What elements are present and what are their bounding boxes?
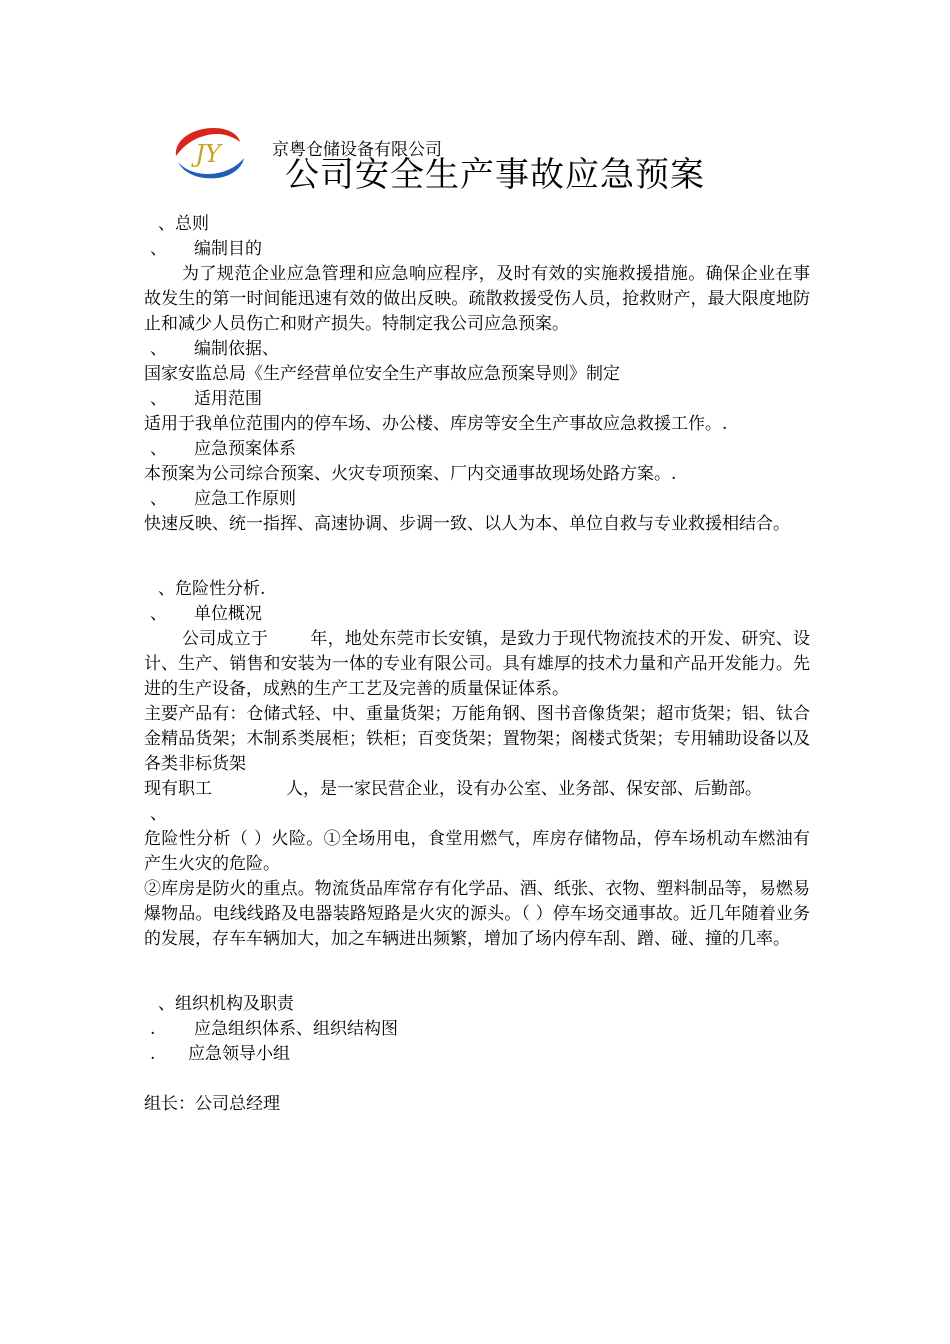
subheading-purpose: 、 编制目的 bbox=[150, 239, 262, 259]
leader-line: 组长：公司总经理 bbox=[144, 1094, 280, 1114]
subheading-principles: 、 应急工作原则 bbox=[150, 489, 296, 509]
company-name: 京粤仓储设备有限公司 bbox=[272, 140, 442, 160]
subheading-basis: 、 编制依据、 bbox=[150, 339, 279, 359]
paragraph-risk-warehouse: ②库房是防火的重点。物流货品库常存有化学品、酒、纸张、衣物、塑料制品等，易燃易爆物品。电线线路及电器装路短路是火灾的源头。（ ）停车场交通事故。近几年随着业务的发展，存车车辆加大，加之车辆进出频繁，增加了场内停车刮、蹭、碰、撞的几率。 bbox=[144, 879, 810, 949]
section-heading-organization: 、组织机构及职责 bbox=[158, 994, 294, 1014]
paragraph-system: 本预案为公司综合预案、火灾专项预案、厂内交通事故现场处路方案。. bbox=[144, 464, 677, 484]
page-title: 公司安全生产事故应急预案 bbox=[285, 155, 705, 195]
section-heading-risk: 、危险性分析. bbox=[158, 579, 266, 599]
subheading-risk-analysis: 、 bbox=[150, 804, 167, 824]
paragraph-staff: 现有职工 人，是一家民营企业，设有办公室、业务部、保安部、后勤部。 bbox=[144, 779, 762, 799]
document-body bbox=[144, 212, 810, 1117]
item-org-system: . 应急组织体系、组织结构图 bbox=[150, 1019, 398, 1039]
paragraph-purpose: 为了规范企业应急管理和应急响应程序，及时有效的实施救援措施。确保企业在事故发生的第一时间能迅速有效的做出反映。疏散救援受伤人员，抢救财产，最大限度地防止和减少人员伤亡和财产损失。特制定我公司应急预案。 bbox=[144, 264, 810, 334]
logo-lettering: JY bbox=[195, 140, 221, 168]
paragraph-principles: 快速反映、统一指挥、高速协调、步调一致、以人为本、单位自救与专业救援相结合。 bbox=[144, 514, 790, 534]
paragraph-basis: 国家安监总局《生产经营单位安全生产事故应急预案导则》制定 bbox=[144, 364, 620, 384]
paragraph-overview: 公司成立于 年，地处东莞市长安镇，是致力于现代物流技术的开发、研究、设计、生产、销售和安装为一体的专业有限公司。具有雄厚的技术力量和产品开发能力。先进的生产设备，成熟的生产工艺及完善的质量保证体系。 bbox=[144, 629, 811, 699]
item-leadership-group: . 应急领导小组 bbox=[150, 1044, 290, 1064]
paragraph-products: 主要产品有：仓储式轻、中、重量货架；万能角钢、图书音像货架；超市货架；铝、钛合金精品货架；木制系类展柜；铁柜；百变货架；置物架；阁楼式货架；专用辅助设备以及各类非标货架 bbox=[144, 704, 810, 774]
paragraph-risk-fire: 危险性分析（ ）火险。①全场用电，食堂用燃气，库房存储物品，停车场机动车燃油有产生火灾的危险。 bbox=[144, 829, 810, 874]
subheading-overview: 、 单位概况 bbox=[150, 604, 262, 624]
paragraph-scope: 适用于我单位范围内的停车场、办公楼、库房等安全生产事故应急救援工作。. bbox=[144, 414, 728, 434]
subheading-scope: 、 适用范围 bbox=[150, 389, 262, 409]
company-logo bbox=[170, 122, 246, 184]
subheading-system: 、 应急预案体系 bbox=[150, 439, 296, 459]
section-heading-general: 、总则 bbox=[158, 214, 209, 234]
